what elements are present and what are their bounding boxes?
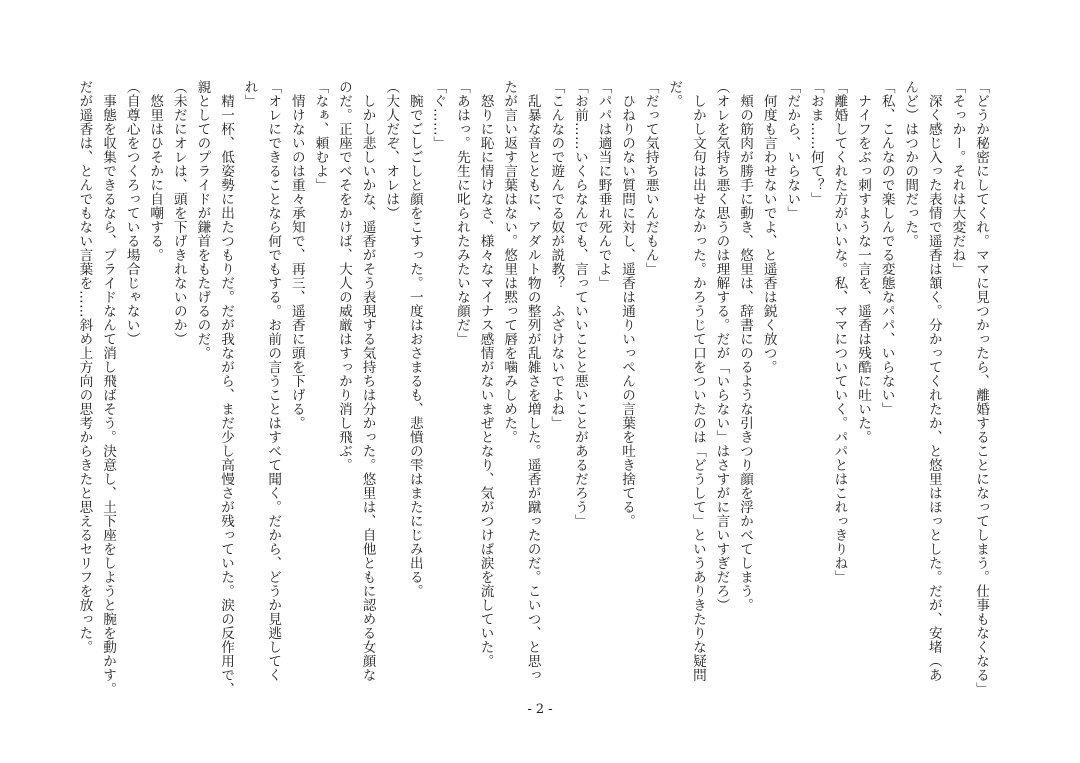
text-line: 「だって気持ち悪いんだもん」 — [642, 80, 659, 276]
text-line: 怒りに恥に情けなさ、様々なマイナス感情がないまぜとなり、気がつけば涙を流していた。 — [477, 80, 494, 668]
text-line: れ」 — [241, 80, 258, 108]
page-number: - 2 - — [527, 702, 553, 717]
text-line: 「おま……何て？」 — [807, 80, 824, 206]
text-line: 「あはっ。先生に叱られたみたいな顔だ」 — [453, 80, 470, 346]
text-line: 「お前……いくらなんでも、言っていいことと悪いことがあるだろう」 — [571, 80, 588, 528]
text-line: 頬の筋肉が勝手に動き、悠里は、辞書にのるような引きつり顔を浮かべてしまう。 — [737, 80, 754, 612]
text-line: 「私、こんなので楽しんでる変態なパパ、いらない」 — [878, 80, 895, 416]
text-line: だが遥香は、とんでもない言葉を……斜め上方向の思考からきたと思えるセリフを放った。 — [76, 80, 93, 654]
text-line: 情けないのは重々承知で、再三、遥香に頭を下げる。 — [288, 80, 305, 430]
text-line: んど）はつかの間だった。 — [902, 80, 919, 248]
text-line: 「離婚してくれた方がいいな。私、ママについていく。パパとはこれっきりね」 — [831, 80, 848, 584]
text-line: 「なぁ、頼むよ」 — [312, 80, 329, 192]
text-line: 「どうか秘密にしてくれ。ママに見つかったら、離婚することになってしまう。仕事もなくなる」 — [973, 80, 989, 696]
text-line: ひねりのない質問に対し、遥香は通りいっぺんの言葉を吐き捨てる。 — [619, 80, 636, 528]
text-line: 親としてのプライドが鎌首をもたげるのだ。 — [194, 80, 211, 360]
text-line: たが言い返す言葉はない。悠里は黙って唇を噛みしめた。 — [501, 80, 518, 444]
text-line: （未だにオレは、頭を下げきれないのか） — [170, 80, 187, 346]
text-line: しかし文句は出せなかった。かろうじて口をついたのは「どうして」というありきたりな疑問 — [689, 80, 706, 682]
text-line: 「パパは適当に野垂れ死んでよ」 — [595, 80, 612, 290]
text-line: 精一杯、低姿勢に出たつもりだ。だが我ながら、まだ少し高慢さが残っていた。涙の反作用で、 — [218, 80, 234, 696]
text-line: （自尊心をつくろっている場合じゃない） — [123, 80, 140, 346]
text-line: 「オレにできることなら何でもする。お前の言うことはすべて聞く。だから、どうか見逃してく — [265, 80, 282, 682]
text-line: ナイフをぶっ刺すような一言を、遥香は残酷に吐いた。 — [855, 80, 872, 444]
text-line: しかし悲しいかな、遥香がそう表現する気持ちは分かった。悠里は、自他ともに認める女顔な — [359, 80, 376, 682]
vertical-text-body — [76, 80, 992, 696]
text-line: 事態を収集できるなら、プライドなんて消し飛ばそう。決意し、土下座をしようと腕を動かす。 — [100, 80, 117, 696]
text-line: 腕でごしごしと顔をこすった。一度はおさまるも、悲憤の雫はまたにじみ出る。 — [406, 80, 423, 598]
text-line: （オレを気持ち悪く思うのは理解する。だが「いらない」はさすがに言いすぎだろ） — [713, 80, 730, 612]
text-line: 何度も言わせないでよ、と遥香は鋭く放つ。 — [760, 80, 777, 374]
text-line: だ。 — [666, 80, 683, 108]
text-line: 乱暴な音とともに、アダルト物の整列が乱雑さを増した。遥香が蹴ったのだ。こいつ、と思っ — [524, 80, 541, 682]
text-line: 「だから、いらない」 — [784, 80, 801, 220]
text-line: 深く感じ入った表情で遥香は頷く。分かってくれたか、と悠里はほっとした。だが、安堵（あ — [925, 80, 942, 682]
text-line: 「こんなので遊んでる奴が説教？ ふざけないでよね」 — [548, 80, 565, 430]
text-line: のだ。正座でベそをかけば、大人の威厳はすっかり消し飛ぶ。 — [335, 80, 352, 472]
text-line: （大人だぞ、オレは） — [383, 80, 400, 220]
text-line: 悠里はひそかに自嘲する。 — [147, 80, 164, 262]
text-line: 「そっかー。それは大変だね」 — [949, 80, 966, 276]
text-line: 「ぐ……」 — [430, 80, 447, 150]
